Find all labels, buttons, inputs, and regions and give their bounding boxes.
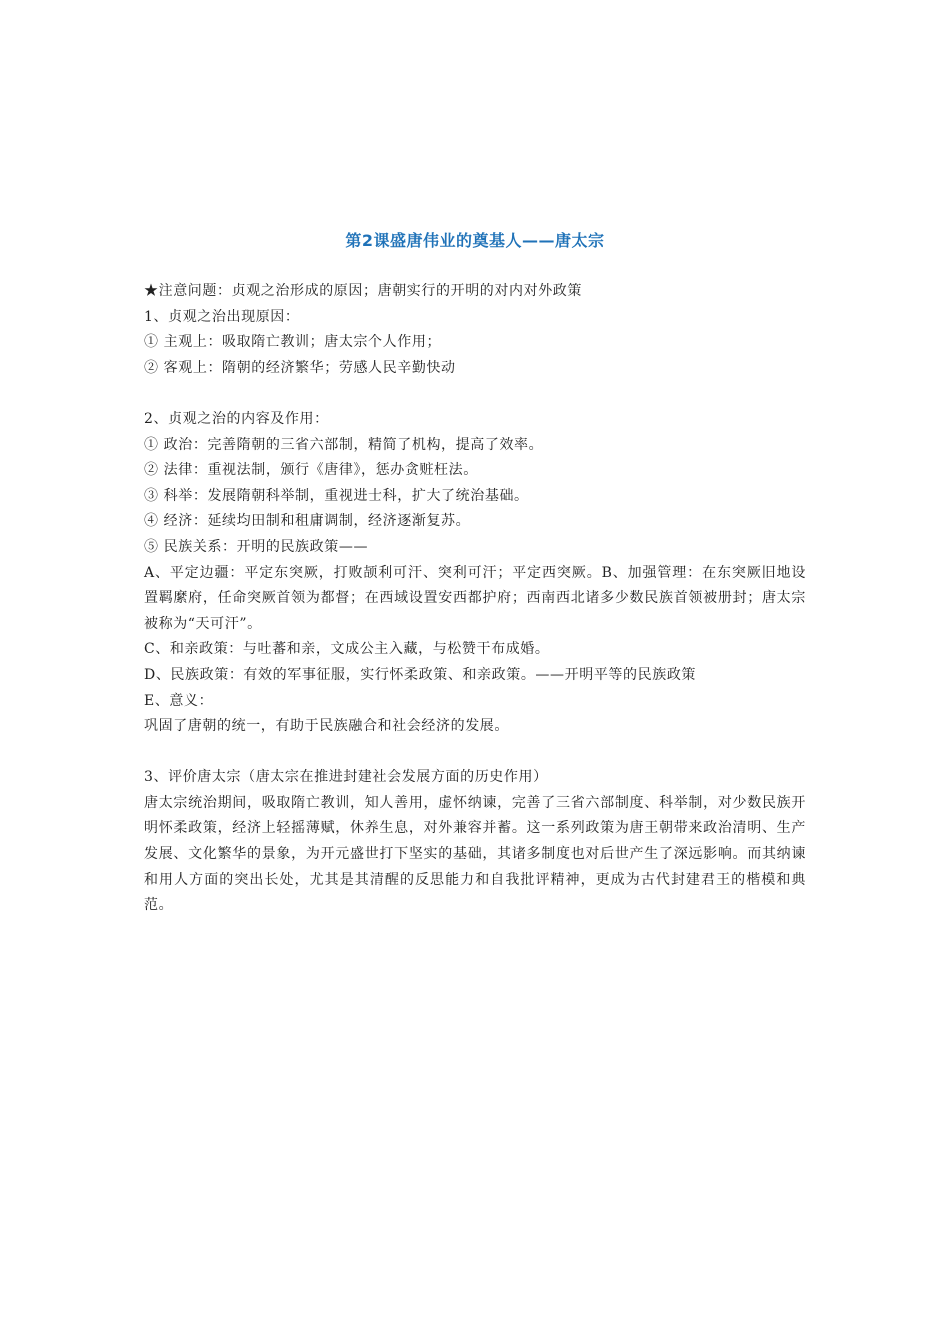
- section1-heading: 1、贞观之治出现原因：: [144, 308, 300, 325]
- section2-line-c: C、和亲政策：与吐蕃和亲，文成公主入藏，与松赞干布成婚。: [144, 641, 550, 658]
- section1-item-1: ① 主观上：吸取隋亡教训；唐太宗个人作用；: [144, 334, 442, 351]
- section3-heading: 3、评价唐太宗（唐太宗在推进封建社会发展方面的历史作用）: [144, 769, 548, 786]
- section2-item-4: ④ 经济：延续均田制和租庸调制，经济逐渐复苏。: [144, 513, 471, 530]
- section2-paragraph-a: A、平定边疆：平定东突厥，打败颉利可汗、突利可汗；平定西突厥。B、加强管理：在东突厥旧地设置羁縻府，任命突厥首领为都督；在西域设置安西都护府；西南西北诸多少数民族首领被册封；唐太宗被称为“天可汗”。: [144, 564, 806, 632]
- page-title: 第2课盛唐伟业的奠基人——唐太宗: [345, 231, 605, 250]
- note-line: ★注意问题：贞观之治形成的原因；唐朝实行的开明的对内对外政策: [144, 283, 582, 299]
- section2-line-e: E、意义：: [144, 692, 214, 709]
- section1-item-2: ② 客观上：隋朝的经济繁华；劳感人民辛勤快动: [144, 359, 456, 376]
- section2-heading: 2、贞观之治的内容及作用：: [144, 410, 329, 427]
- section2-significance: 巩固了唐朝的统一，有助于民族融合和社会经济的发展。: [144, 718, 509, 735]
- blank-line: [144, 740, 806, 766]
- section2-item-1: ① 政治：完善隋朝的三省六部制，精简了机构，提高了效率。: [144, 436, 544, 453]
- blank-line: [144, 381, 806, 407]
- section2-item-3: ③ 科举：发展隋朝科举制，重视进士科，扩大了统治基础。: [144, 487, 529, 504]
- section2-item-5: ⑤ 民族关系：开明的民族政策——: [144, 538, 369, 555]
- section3-paragraph: 唐太宗统治期间，吸取隋亡教训，知人善用，虚怀纳谏，完善了三省六部制度、科举制，对少数民族开明怀柔政策，经济上轻摇薄赋，休养生息，对外兼容并蓄。这一系列政策为唐王朝带来政治清明、生产发展、文化繁华的景象，为开元盛世打下坚实的基础，其诸多制度也对后世产生了深远影响。而其纳谏和用人方面的突出长处，尤其是其清醒的反思能力和自我批评精神，更成为古代封建君王的楷模和典范。: [144, 794, 806, 914]
- document-body: [144, 279, 806, 919]
- section2-item-2: ② 法律：重视法制，颁行《唐律》，惩办贪赃枉法。: [144, 462, 478, 479]
- section2-line-d: D、民族政策：有效的军事征服，实行怀柔政策、和亲政策。——开明平等的民族政策: [144, 666, 697, 683]
